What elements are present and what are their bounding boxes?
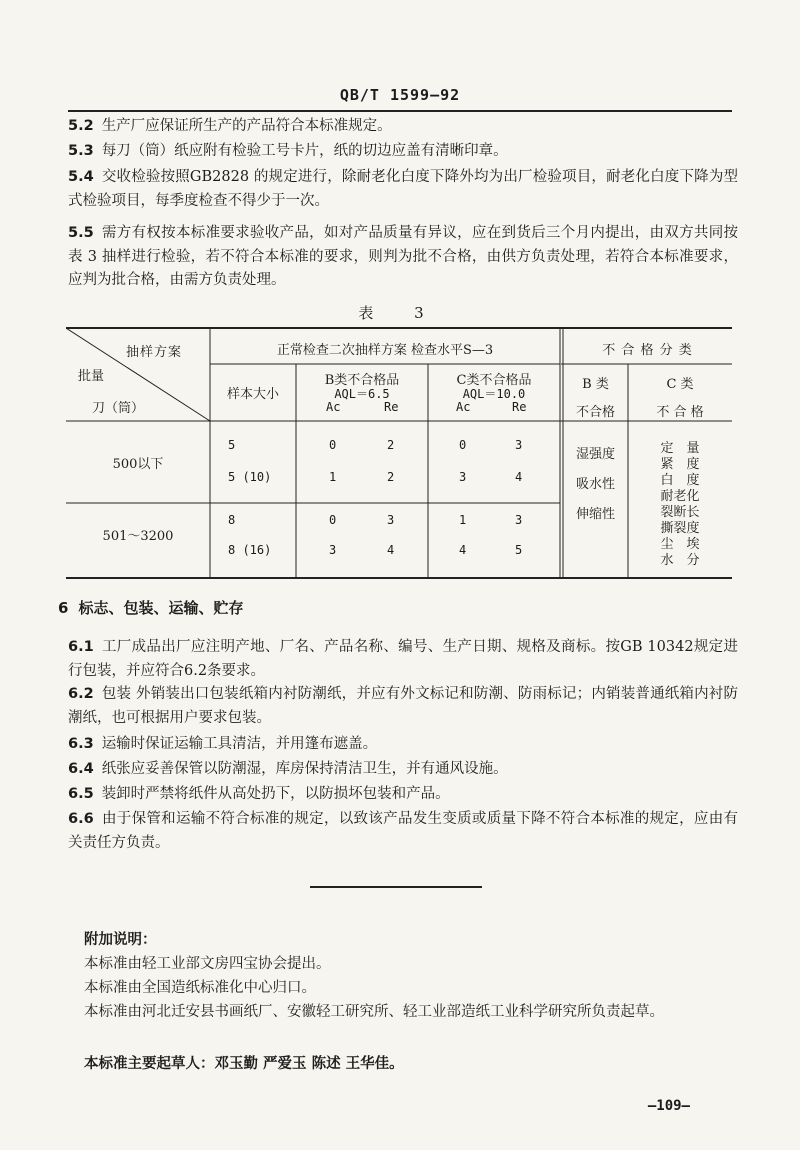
c-re-1: 3 <box>515 438 523 452</box>
b-re-label: Re <box>384 400 399 414</box>
sampling-table <box>66 327 732 579</box>
lot-size-row-1: 500以下 <box>112 457 164 472</box>
b-class-col-subheader: 不合格 <box>575 405 615 420</box>
b-class-aql-value: AQL＝6.5 <box>334 387 390 401</box>
page-number: —109— <box>647 1098 690 1114</box>
additional-note-2: 本标准由全国造纸标准化中心归口。 <box>84 980 316 996</box>
clause-5-4 <box>68 166 738 213</box>
c-ac-1: 1 <box>459 513 467 527</box>
b-re-1: 3 <box>387 513 395 527</box>
clause-6-5 <box>68 783 738 807</box>
c-item-tightness: 紧 度 <box>660 457 700 472</box>
clause-number: 5.2 <box>68 118 94 134</box>
c-class-col-header: C 类 <box>666 377 694 392</box>
c-re-label: Re <box>512 400 527 414</box>
clause-text: 每刀（筒）纸应附有检验工号卡片，纸的切边应盖有清晰印章。 <box>101 143 508 159</box>
clause-6-2 <box>68 683 738 730</box>
b-re-2: 2 <box>387 470 395 484</box>
plan-header: 正常检查二次抽样方案 检查水平S—3 <box>276 343 494 358</box>
b-item-wet-strength: 湿强度 <box>575 447 615 462</box>
section-6-title <box>58 597 243 618</box>
c-item-breaking-length: 裂断长 <box>660 505 700 520</box>
clause-5-3 <box>68 140 738 164</box>
clause-number: 6.4 <box>68 761 94 777</box>
corner-label-unit: 刀（筒） <box>92 401 145 416</box>
additional-note-drafters: 本标准主要起草人：邓玉勤 严爱玉 陈述 王华佳。 <box>84 1055 404 1072</box>
c-item-dirt: 尘 埃 <box>660 537 700 552</box>
b-class-col-header: B 类 <box>582 377 609 392</box>
c-class-aql-value: AQL＝10.0 <box>462 387 526 401</box>
class-header: 不 合 格 分 类 <box>602 343 693 358</box>
clause-text: 交收检验按照GB2828 的规定进行，除耐老化白度下降外均为出厂检验项目，耐老化白度下降为型式检验项目，每季度检查不得少于一次。 <box>68 169 738 209</box>
b-ac-1: 0 <box>329 438 337 452</box>
c-item-aging: 耐老化 <box>660 489 700 504</box>
sample-size-first: 8 <box>228 513 236 527</box>
sample-size-first: 5 <box>228 438 236 452</box>
clause-text: 包装 外销装出口包装纸箱内衬防潮纸，并应有外文标记和防潮、防雨标记；内销装普通纸箱内衬防潮纸，也可根据用户要求包装。 <box>68 686 738 726</box>
clause-number: 6.3 <box>68 736 94 752</box>
header-rule <box>68 110 732 112</box>
b-class-aql-title: B类不合格品 <box>324 373 400 388</box>
clause-number: 6.5 <box>68 786 94 802</box>
b-item-expansion: 伸缩性 <box>575 507 615 522</box>
sample-size-second: 8 (16) <box>228 543 272 557</box>
c-ac-label: Ac <box>456 400 471 414</box>
clause-text: 工厂成品出厂应注明产地、厂名、产品名称、编号、生产日期、规格及商标。按GB 10342规定进行包装，并应符合6.2条要求。 <box>68 639 738 679</box>
clause-number: 6.6 <box>68 811 94 827</box>
clause-text: 需方有权按本标准要求验收产品，如对产品质量有异议，应在到货后三个月内提出，由双方共同按表 3 抽样进行检验，若不符合本标准的要求，则判为批不合格，由供方负责处理，若符合本标准要求，应判为批合格，由需方负责处理。 <box>68 225 738 288</box>
corner-label-plan: 抽样方案 <box>126 345 183 360</box>
c-class-col-subheader: 不 合 格 <box>656 405 704 420</box>
c-re-2: 5 <box>515 543 523 557</box>
additional-note-1: 本标准由轻工业部文房四宝协会提出。 <box>84 956 331 972</box>
clause-number: 5.3 <box>68 143 94 159</box>
c-ac-2: 4 <box>459 543 467 557</box>
clause-5-5 <box>68 222 738 293</box>
c-re-1: 3 <box>515 513 523 527</box>
clause-6-4 <box>68 758 738 782</box>
clause-number: 5.4 <box>68 169 94 185</box>
c-ac-1: 0 <box>459 438 467 452</box>
clause-text: 装卸时严禁将纸件从高处扔下，以防损坏包装和产品。 <box>101 786 450 802</box>
clause-text: 由于保管和运输不符合标准的规定，以致该产品发生变质或质量下降不符合本标准的规定，应由有关责任方负责。 <box>68 811 738 851</box>
corner-label-lot: 批量 <box>78 369 105 384</box>
standard-code-header: QB/T 1599—92 <box>339 86 461 104</box>
lot-size-row-2: 501～3200 <box>102 529 174 544</box>
b-ac-2: 3 <box>329 543 337 557</box>
b-ac-1: 0 <box>329 513 337 527</box>
clause-number: 5.5 <box>68 225 94 241</box>
clause-5-2 <box>68 115 738 139</box>
b-ac-label: Ac <box>326 400 341 414</box>
clause-6-6 <box>68 808 738 855</box>
sample-size-header: 样本大小 <box>226 387 279 402</box>
b-item-absorbency: 吸水性 <box>575 477 615 492</box>
sample-size-second: 5 (10) <box>228 470 272 484</box>
c-class-aql-title: C类不合格品 <box>456 373 532 388</box>
c-re-2: 4 <box>515 470 523 484</box>
section-title-text: 标志、包装、运输、贮存 <box>78 599 244 617</box>
c-item-tear: 撕裂度 <box>660 521 700 536</box>
clause-6-1 <box>68 636 738 683</box>
b-re-1: 2 <box>387 438 395 452</box>
table-caption: 表 3 <box>358 304 442 322</box>
clause-6-3 <box>68 733 738 757</box>
c-item-moisture: 水 分 <box>660 553 700 568</box>
clause-text: 生产厂应保证所生产的产品符合本标准规定。 <box>101 118 392 134</box>
b-re-2: 4 <box>387 543 395 557</box>
clause-text: 纸张应妥善保管以防潮湿，库房保持清洁卫生，并有通风设施。 <box>101 761 508 777</box>
additional-notes-heading: 附加说明： <box>84 931 157 948</box>
c-item-basis-weight: 定 量 <box>660 441 700 456</box>
additional-note-3: 本标准由河北迁安县书画纸厂、安徽轻工研究所、轻工业部造纸工业科学研究所负责起草。 <box>84 1004 664 1020</box>
end-rule <box>310 886 482 888</box>
section-number: 6 <box>58 599 69 617</box>
clause-number: 6.2 <box>68 686 94 702</box>
clause-text: 运输时保证运输工具清洁，并用篷布遮盖。 <box>101 736 378 752</box>
c-ac-2: 3 <box>459 470 467 484</box>
clause-number: 6.1 <box>68 639 94 655</box>
c-item-whiteness: 白 度 <box>660 473 700 488</box>
b-ac-2: 1 <box>329 470 337 484</box>
